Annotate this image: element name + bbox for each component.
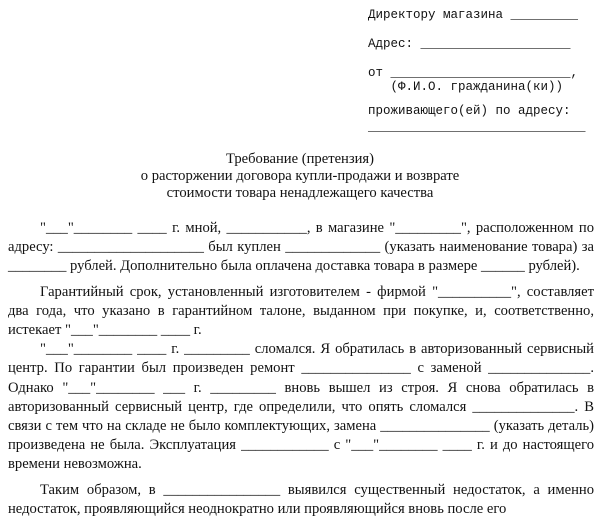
header-residence-blank: _____________________________: [368, 120, 586, 134]
header-residing-line: проживающего(ей) по адресу:: [368, 104, 571, 118]
title-line-3: стоимости товара ненадлежащего качества: [166, 185, 434, 201]
title-line-1: Требование (претензия): [225, 151, 375, 167]
header-address-line: Адрес: ____________________: [368, 37, 571, 51]
title-line-2: о расторжении договора купли-продажи и возврате: [140, 168, 460, 184]
document-body: [8, 219, 594, 519]
header-name-caption: (Ф.И.О. гражданина(ки)): [368, 80, 564, 94]
paragraph-warranty: Гарантийный срок, установленный изготовителем - фирмой "__________", составляет два года, что указано в гарантийном талоне, выданном при покупке, и, соответственно, истекает "___"________ ____ г.: [8, 283, 594, 339]
paragraph-purchase: "___"________ ____ г. мной, ___________, в магазине "_________", расположенном по адресу: ____________________ был куплен _____________ (указать наименование товара) за ________ рублей. Дополнительно была оплачена доставка товара в размере ______ рублей).: [8, 220, 594, 275]
header-from-line: от ________________________,: [368, 66, 579, 80]
header-director-line: Директору магазина _________: [368, 8, 579, 22]
paragraph-conclusion: Таким образом, в ________________ выявился существенный недостаток, а именно недостаток, проявляющийся неоднократно или проявляющийся вновь после его: [8, 481, 594, 517]
paragraph-breakdown: "___"________ ____ г. _________ сломался. Я обратилась в авторизованный сервисный центр. По гарантии был произведен ремонт _______________ с заменой ______________. Однако "___"________ ___ г. _________ вновь вышел из строя. Я снова обратилась в авторизованный сервисный центр, где определили, что опять сломался ______________. В связи с тем что на складе не было комплектующих, замена _______________ (указать деталь) произведена не была. Эксплуатация ____________ с "___"________ ____ г. и до настоящего времени невозможна.: [8, 341, 594, 473]
